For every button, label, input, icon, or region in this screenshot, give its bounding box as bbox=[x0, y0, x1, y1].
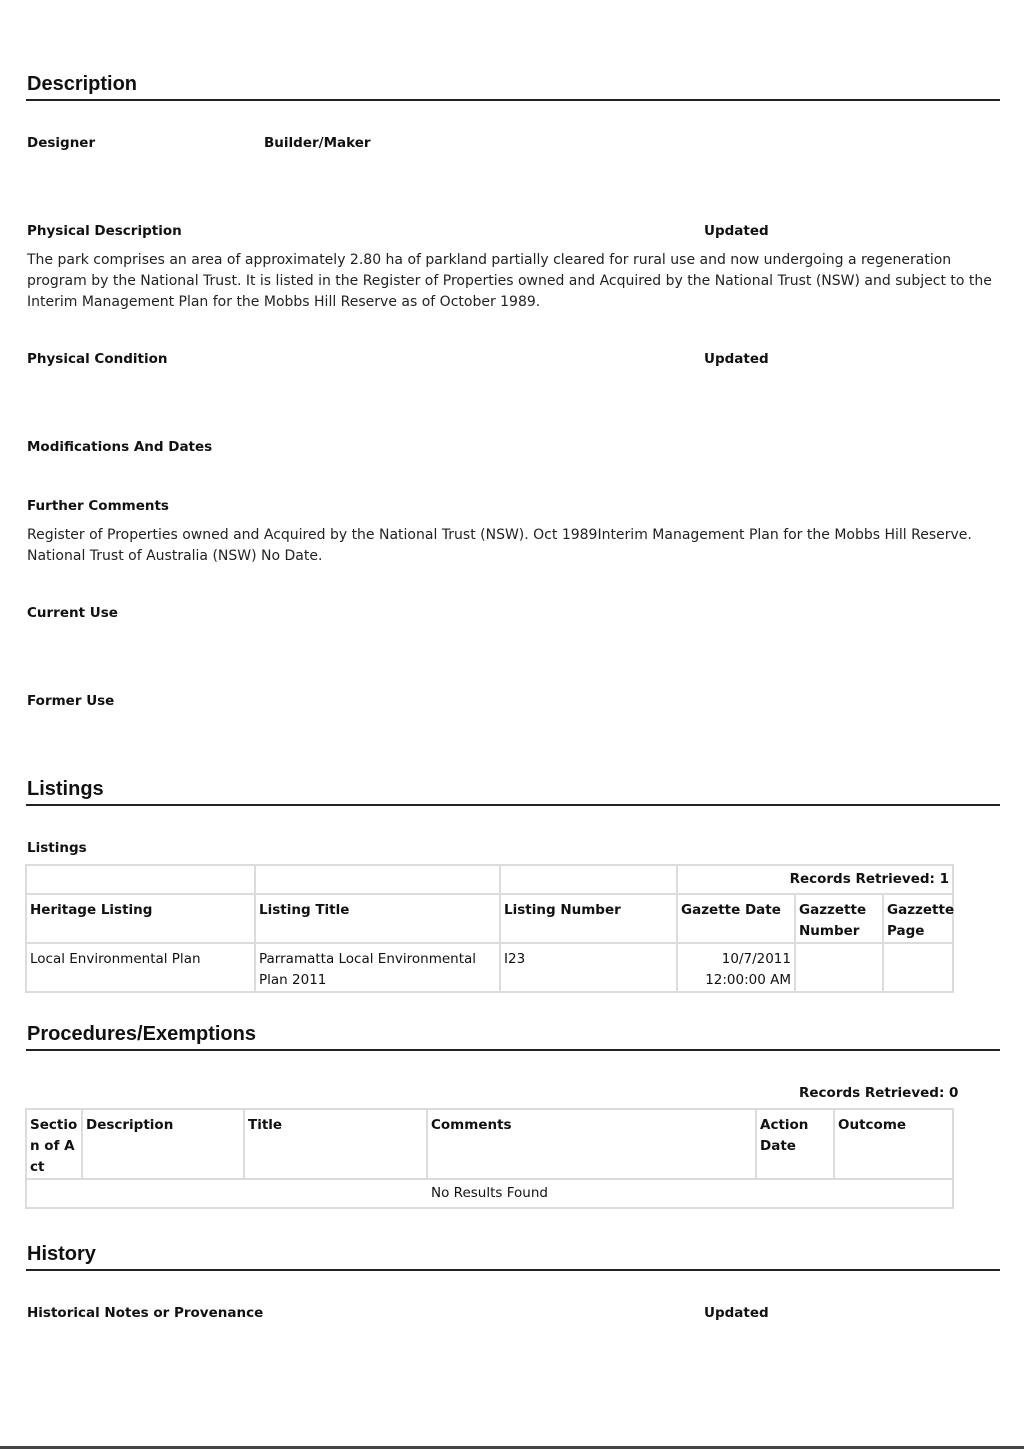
physical-description-updated-label: Updated bbox=[704, 223, 769, 239]
history-section-title: History bbox=[27, 1243, 96, 1265]
empty-cell bbox=[500, 865, 677, 894]
current-use-label: Current Use bbox=[27, 605, 118, 621]
builder-maker-label: Builder/Maker bbox=[264, 135, 371, 151]
col-title: Title bbox=[244, 1109, 427, 1179]
cell-listing-number: I23 bbox=[500, 943, 677, 992]
cell-gazette-page bbox=[883, 943, 953, 992]
listings-section-title: Listings bbox=[27, 778, 104, 800]
col-outcome: Outcome bbox=[834, 1109, 953, 1179]
description-section-title: Description bbox=[27, 73, 138, 95]
col-gazette-number: Gazzette Number bbox=[795, 894, 883, 943]
no-results-row bbox=[26, 1179, 953, 1208]
procedures-header-row bbox=[26, 1109, 953, 1179]
empty-cell bbox=[26, 865, 255, 894]
cell-heritage-listing: Local Environmental Plan bbox=[26, 943, 255, 992]
procedures-table bbox=[25, 1108, 954, 1209]
physical-description-label: Physical Description bbox=[27, 223, 182, 239]
listings-divider bbox=[26, 804, 1000, 806]
listings-records-retrieved: Records Retrieved: 1 bbox=[677, 865, 953, 894]
col-listing-number: Listing Number bbox=[500, 894, 677, 943]
modifications-label: Modifications And Dates bbox=[27, 439, 213, 455]
physical-condition-label: Physical Condition bbox=[27, 351, 168, 367]
no-results-message: No Results Found bbox=[26, 1179, 953, 1208]
procedures-section-title: Procedures/Exemptions bbox=[27, 1023, 256, 1045]
cell-gazette-date: 10/7/2011 12:00:00 AM bbox=[677, 943, 795, 992]
former-use-label: Former Use bbox=[27, 693, 115, 709]
col-gazette-date: Gazette Date bbox=[677, 894, 795, 943]
physical-description-text: The park comprises an area of approximately 2.80 ha of parkland partially cleared for rural use and now undergoing a regeneration program by the National Trust. It is listed in the Register of Properties owned and Acquired by the National Trust (NSW) and subject to the Interim Management Plan for the Mobbs Hill Reserve as of October 1989. bbox=[27, 252, 992, 310]
empty-cell bbox=[255, 865, 500, 894]
col-listing-title: Listing Title bbox=[255, 894, 500, 943]
procedures-records-retrieved: Records Retrieved: 0 bbox=[799, 1085, 959, 1101]
further-comments-text: Register of Properties owned and Acquired by the National Trust (NSW). Oct 1989Interim Management Plan for the Mobbs Hill Reserve. National Trust of Australia (NSW) No Date. bbox=[27, 527, 972, 564]
historical-notes-updated-label: Updated bbox=[704, 1305, 769, 1321]
listings-header-row bbox=[26, 894, 953, 943]
col-gazette-page: Gazzette Page bbox=[883, 894, 953, 943]
cell-gazette-number bbox=[795, 943, 883, 992]
col-heritage-listing: Heritage Listing bbox=[26, 894, 255, 943]
description-divider bbox=[26, 99, 1000, 101]
listings-table bbox=[25, 864, 954, 993]
historical-notes-label: Historical Notes or Provenance bbox=[27, 1305, 264, 1321]
history-divider bbox=[26, 1269, 1000, 1271]
listings-records-row bbox=[26, 865, 953, 894]
physical-condition-updated-label: Updated bbox=[704, 351, 769, 367]
procedures-divider bbox=[26, 1049, 1000, 1051]
col-comments: Comments bbox=[427, 1109, 756, 1179]
col-section-of-act: Section of Act bbox=[26, 1109, 82, 1179]
listings-subheading: Listings bbox=[27, 840, 87, 856]
designer-label: Designer bbox=[27, 135, 96, 151]
table-row bbox=[26, 943, 953, 992]
cell-listing-title: Parramatta Local Environmental Plan 2011 bbox=[255, 943, 500, 992]
further-comments-label: Further Comments bbox=[27, 498, 169, 514]
col-action-date: Action Date bbox=[756, 1109, 834, 1179]
col-description: Description bbox=[82, 1109, 244, 1179]
